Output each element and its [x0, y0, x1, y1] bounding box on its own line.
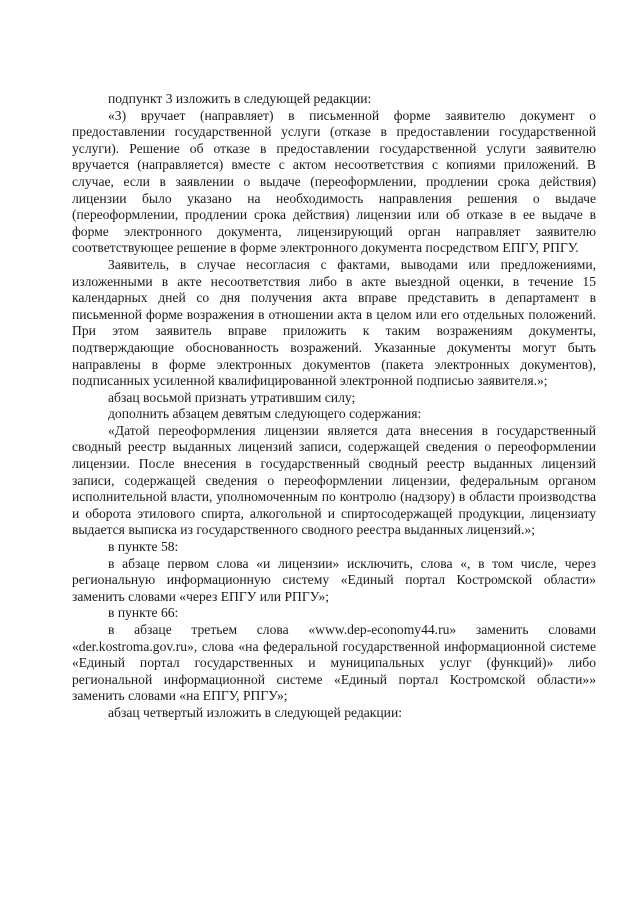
paragraph-objections: Заявитель, в случае несогласия с фактами, выводами или предложениями, изложенными в акте несоответствия либо в акте выездной оценки, в течение 15 календарных дней со дня получения акта вправе представить в департамент в письменной форме возражения в отношении акта в целом или его отдельных положений. При этом заявитель вправе приложить к таким возражениям документы, подтверждающие обоснованность возражений. Указанные документы могут быть направлены в форме электронных документов (пакета электронных документов), подписанных усиленной квалифицированной электронной подписью заявителя.»; [72, 256, 596, 389]
paragraph-abzac-9-intro: дополнить абзацем девятым следующего содержания: [108, 406, 422, 422]
paragraph-abzac-8: абзац восьмой признать утратившим силу; [108, 389, 356, 405]
paragraph-point-66-text: в абзаце третьем слова «www.dep-economy44.ru» заменить словами «der.kostroma.gov.ru», слова «на федеральной государственной информационной системе «Единый портал государственных и муниципальных услуг (функций)» либо региональной информационной системе «Единый портал Костромской области»» заменить словами «на ЕПГУ, РПГУ»; [72, 622, 596, 704]
paragraph-subpoint-3-text: «3) вручает (направляет) в письменной форме заявителю документ о предоставлении государственной услуги (отказе в предоставлении государственной услуги). Решение об отказе в предоставлении государственной услуги заявителю вручается (направляется) вместе с актом несоответствия с копиями приложений. В случае, если в заявлении о выдаче (переоформлении, продлении срока действия) лицензии было указано на необходимость направления решения о выдаче (переоформлении, продлении срока действия) лицензии или об отказе в ее выдаче в форме электронного документа, лицензирующий орган направляет заявителю соответствующее решение в форме электронного документа посредством ЕПГУ, РПГУ. [72, 107, 596, 256]
paragraph-point-58-text: в абзаце первом слова «и лицензии» исключить, слова «, в том числе, через региональную информационную систему «Единый портал Костромской области» заменить словами «через ЕПГУ или РПГУ»; [72, 555, 596, 604]
paragraph-point-66: в пункте 66: [108, 605, 179, 621]
paragraph-abzac-9-text: «Датой переоформления лицензии является дата внесения в государственный сводный реестр выданных лицензий записи, содержащей сведения о переоформлении лицензии. После внесения в государственный сводный реестр выданных лицензий записи, содержащей сведения о переоформлении лицензии, федеральным органом исполнительной власти, уполномоченным по контролю (надзору) в области производства и оборота этилового спирта, алкогольной и спиртосодержащей продукции, лицензиату выдается выписка из государственного сводного реестра выданных лицензий.»; [72, 422, 596, 538]
paragraph-abzac-4-intro: абзац четвертый изложить в следующей редакции: [108, 704, 403, 720]
paragraph-point-58: в пункте 58: [108, 539, 179, 555]
document-body [72, 91, 596, 722]
paragraph-subpoint-3-intro: подпункт 3 изложить в следующей редакции: [108, 91, 372, 106]
